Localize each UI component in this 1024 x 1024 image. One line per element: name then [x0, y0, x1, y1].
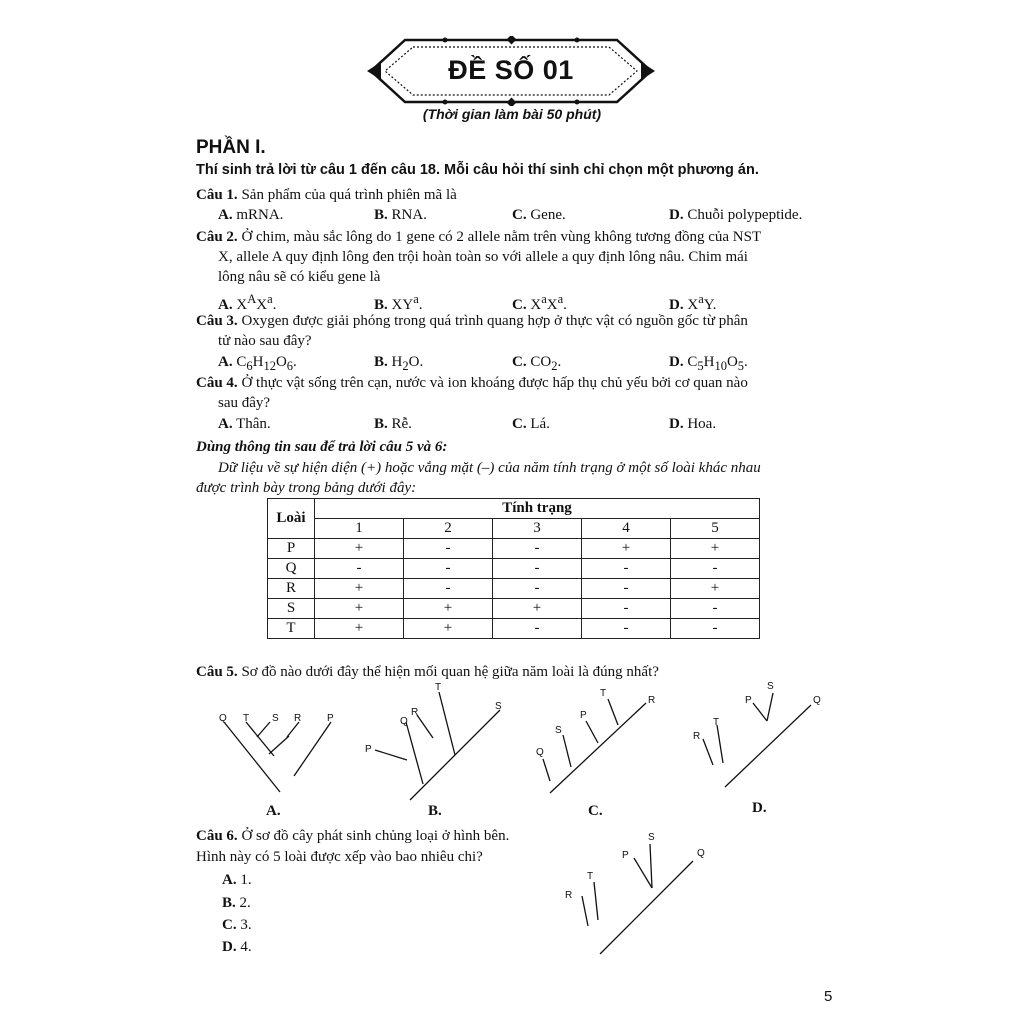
question-2-line2: X, allele A quy định lông đen trội hoàn toàn so với allele a quy định lông nâu. Chim mái [218, 249, 748, 265]
species-cell: S [268, 599, 315, 619]
leaf-label: S [767, 681, 774, 692]
option-d[interactable]: D. Chuỗi polypeptide. [669, 207, 803, 223]
trait-cell: - [493, 559, 582, 579]
question-label: Câu 4. [196, 375, 238, 391]
option-c[interactable]: C. Gene. [512, 207, 566, 223]
table-row [268, 619, 760, 639]
trait-cell: - [582, 559, 671, 579]
page-number: 5 [824, 988, 833, 1005]
info-heading: Dùng thông tin sau để trả lời câu 5 và 6: [196, 439, 448, 455]
option-a[interactable]: A. Thân. [218, 416, 271, 432]
leaf-label: P [622, 850, 629, 861]
col-header: 2 [404, 519, 493, 539]
trait-cell: + [671, 579, 760, 599]
leaf-label: Q [536, 747, 544, 758]
tree-d[interactable] [685, 675, 835, 795]
leaf-label: R [294, 713, 302, 724]
trait-cell: - [671, 559, 760, 579]
leaf-label: S [495, 701, 502, 712]
col-header: 3 [493, 519, 582, 539]
trait-cell: - [315, 559, 404, 579]
tree-b[interactable] [355, 680, 515, 805]
species-cell: R [268, 579, 315, 599]
question-label: Câu 6. [196, 828, 238, 844]
leaf-label: P [580, 710, 587, 721]
option-b[interactable]: B. Rễ. [374, 416, 412, 432]
trait-cell: - [582, 599, 671, 619]
leaf-label: P [365, 744, 372, 755]
question-6-line2: Hình này có 5 loài được xếp vào bao nhiêu chi? [196, 849, 483, 865]
question-text: Ở sơ đồ cây phát sinh chủng loại ở hình bên. [241, 828, 510, 844]
tree-d-label: D. [752, 800, 767, 816]
trait-cell: - [493, 619, 582, 639]
species-cell: T [268, 619, 315, 639]
leaf-label: Q [219, 713, 227, 724]
option-b[interactable]: B. $H_2O$. [374, 354, 424, 373]
leaf-label: R [411, 707, 419, 718]
q2-options [0, 289, 1024, 313]
option-a[interactable]: A. 1. [222, 872, 252, 888]
trait-cell: - [582, 619, 671, 639]
leaf-label: R [648, 695, 656, 706]
species-header: Loài [268, 499, 315, 539]
q1-options [0, 205, 1024, 225]
trait-cell: + [404, 599, 493, 619]
trait-cell: - [493, 539, 582, 559]
question-label: Câu 1. [196, 187, 238, 203]
option-b[interactable]: B. $XY^a$. [374, 292, 423, 313]
tree-c[interactable] [528, 685, 663, 800]
leaf-label: T [600, 688, 607, 699]
option-c[interactable]: C. $X^aX^a$. [512, 292, 567, 313]
leaf-label: S [648, 832, 655, 843]
leaf-label: T [713, 717, 720, 728]
question-4-line2: sau đây? [218, 395, 271, 411]
option-a[interactable]: A. $X^AX^a$. [218, 292, 277, 313]
trait-cell: - [671, 619, 760, 639]
trait-cell: + [582, 539, 671, 559]
leaf-label: T [435, 682, 442, 693]
leaf-label: R [693, 731, 701, 742]
q6-tree [560, 826, 720, 961]
question-2-line3: lông nâu sẽ có kiểu gene là [218, 269, 381, 285]
trait-cell: + [315, 619, 404, 639]
question-text: Sơ đồ nào dưới đây thể hiện mối quan hệ giữa năm loài là đúng nhất? [241, 664, 659, 680]
option-a[interactable]: A. mRNA. [218, 207, 284, 223]
q3-options [0, 352, 1024, 372]
question-label: Câu 2. [196, 229, 238, 245]
trait-cell: + [315, 599, 404, 619]
trait-cell: - [671, 599, 760, 619]
leaf-label: P [745, 695, 752, 706]
leaf-label: Q [813, 695, 821, 706]
question-text: Ở thực vật sống trên cạn, nước và ion khoáng được hấp thụ chủ yếu bởi cơ quan nào [241, 375, 748, 391]
option-c[interactable]: C. 3. [222, 917, 252, 933]
option-d[interactable]: D. $X^aY$. [669, 292, 717, 313]
question-text: Sản phẩm của quá trình phiên mã là [241, 187, 457, 203]
leaf-label: Q [400, 716, 408, 727]
tree-b-label: B. [428, 803, 442, 819]
leaf-label: R [565, 890, 573, 901]
trait-cell: - [582, 579, 671, 599]
table-row [268, 559, 760, 579]
tree-a-label: A. [266, 803, 281, 819]
option-b[interactable]: B. RNA. [374, 207, 427, 223]
question-3 [196, 311, 836, 331]
col-header: 5 [671, 519, 760, 539]
info-line1: Dữ liệu về sự hiện diện (+) hoặc vắng mặt (–) của năm tính trạng ở một số loài khác nhau [218, 460, 761, 476]
trait-cell: + [671, 539, 760, 559]
option-d[interactable]: D. 4. [222, 939, 252, 955]
question-label: Câu 3. [196, 313, 238, 329]
leaf-label: S [555, 725, 562, 736]
table-row [268, 579, 760, 599]
option-b[interactable]: B. 2. [222, 895, 251, 911]
option-d[interactable]: D. $C_5H_{10}O_5$. [669, 354, 748, 373]
trait-cell: + [315, 539, 404, 559]
trait-cell: - [404, 539, 493, 559]
trait-cell: + [493, 599, 582, 619]
table-row [268, 539, 760, 559]
info-line2: được trình bày trong bảng dưới đây: [196, 480, 417, 496]
part-instruction: Thí sinh trả lời từ câu 1 đến câu 18. Mỗi câu hỏi thí sinh chỉ chọn một phương án. [196, 162, 759, 178]
trait-cell: - [493, 579, 582, 599]
tree-a[interactable] [205, 700, 355, 800]
leaf-label: T [243, 713, 250, 724]
leaf-label: Q [697, 848, 705, 859]
part-title: PHẦN I. [196, 137, 266, 158]
question-label: Câu 5. [196, 664, 238, 680]
leaf-label: T [587, 871, 594, 882]
option-a[interactable]: A. $C_6H_{12}O_6$. [218, 354, 297, 373]
col-header: 4 [582, 519, 671, 539]
trait-header: Tính trạng [315, 499, 760, 519]
table-row [268, 599, 760, 619]
trait-cell: - [404, 559, 493, 579]
tree-c-label: C. [588, 803, 603, 819]
q4-options [0, 414, 1024, 434]
question-text: Ở chim, màu sắc lông do 1 gene có 2 allele nằm trên vùng không tương đồng của NST [241, 229, 762, 245]
exam-duration: (Thời gian làm bài 50 phút) [422, 106, 602, 122]
question-2 [196, 227, 836, 247]
option-c[interactable]: C. $CO_2$. [512, 354, 562, 373]
trait-cell: + [315, 579, 404, 599]
leaf-label: S [272, 713, 279, 724]
trait-cell: - [404, 579, 493, 599]
col-header: 1 [315, 519, 404, 539]
exam-title: ĐỀ SỐ 01 [448, 55, 574, 85]
question-1 [196, 185, 836, 205]
species-cell: Q [268, 559, 315, 579]
option-d[interactable]: D. Hoa. [669, 416, 717, 432]
question-text: Oxygen được giải phóng trong quá trình quang hợp ở thực vật có nguồn gốc từ phân [241, 313, 748, 329]
question-3-line2: tử nào sau đây? [218, 333, 312, 349]
question-4 [196, 373, 836, 393]
trait-cell: + [404, 619, 493, 639]
leaf-label: P [327, 713, 334, 724]
species-cell: P [268, 539, 315, 559]
trait-table [267, 498, 760, 639]
option-c[interactable]: C. Lá. [512, 416, 550, 432]
question-6 [196, 826, 596, 846]
